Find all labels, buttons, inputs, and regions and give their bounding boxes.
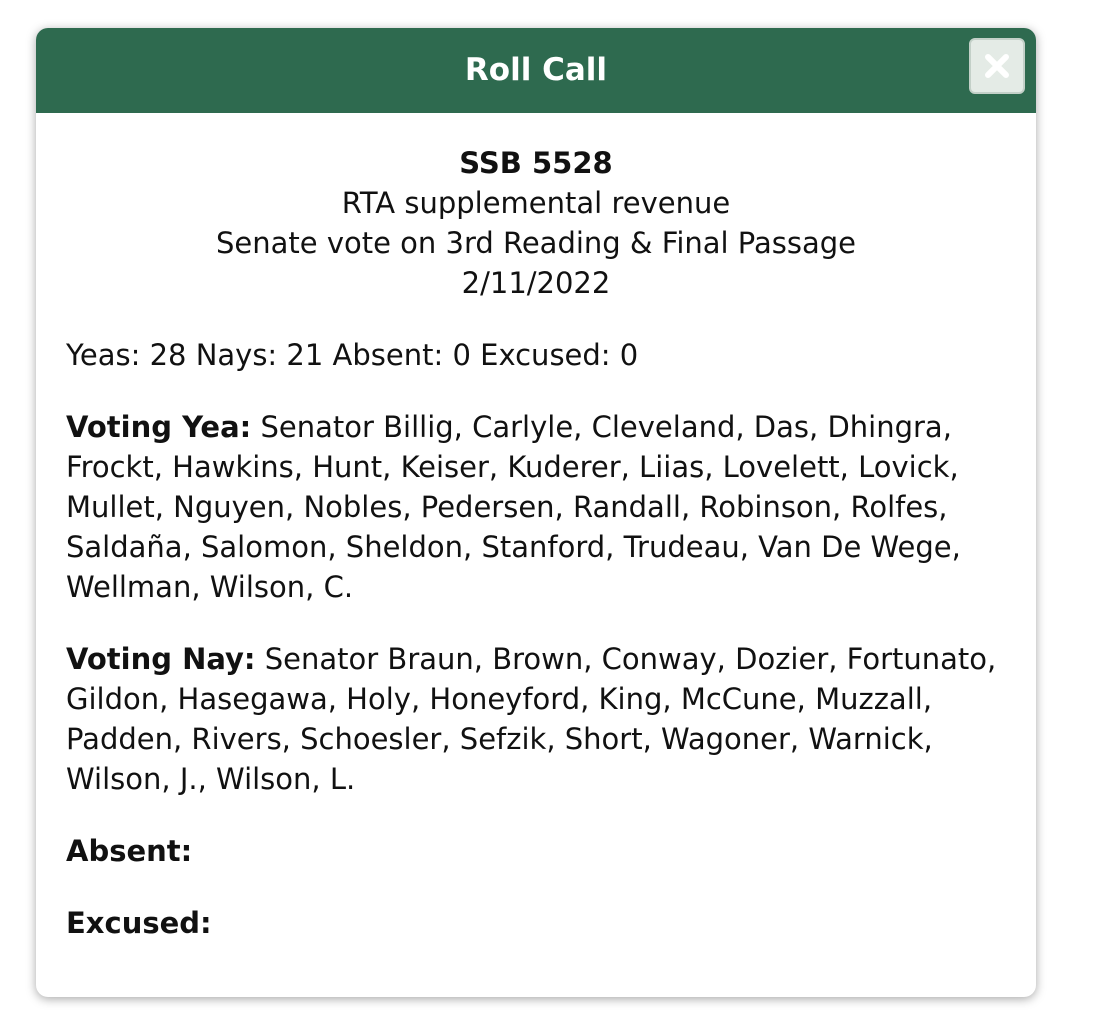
- vote-header: [66, 143, 1006, 303]
- voting-nay-section: [66, 639, 1006, 799]
- voting-yea-names: Senator Billig, Carlyle, Cleveland, Das, Dhingra, Frockt, Hawkins, Hunt, Keiser, Kuderer, Liias, Lovelett, Lovick, Mullet, Nguyen, Nobles, Pedersen, Randall, Robinson, Rolfes, Saldaña, Salomon, Sheldon, Stanford, Trudeau, Van De Wege, Wellman, Wilson, C.: [66, 410, 961, 604]
- voting-yea-label: Voting Yea:: [66, 410, 252, 444]
- vote-date: 2/11/2022: [461, 266, 611, 300]
- absent-label: Absent:: [66, 834, 193, 868]
- close-button[interactable]: [969, 38, 1025, 94]
- dialog-title: Roll Call: [464, 52, 608, 88]
- voting-yea-section: [66, 407, 1006, 607]
- bill-description: RTA supplemental revenue: [341, 186, 731, 220]
- voting-nay-label: Voting Nay:: [66, 642, 256, 676]
- roll-call-dialog: [36, 28, 1036, 997]
- close-icon: [984, 53, 1010, 79]
- excused-label: Excused:: [66, 906, 212, 940]
- absent-section: [66, 831, 1006, 871]
- dialog-content: [36, 113, 1036, 943]
- vote-action: Senate vote on 3rd Reading & Final Passage: [215, 226, 856, 260]
- dialog-titlebar: [36, 28, 1036, 113]
- vote-tally: Yeas: 28 Nays: 21 Absent: 0 Excused: 0: [66, 338, 639, 372]
- bill-number: SSB 5528: [459, 146, 613, 180]
- excused-section: [66, 903, 1006, 943]
- voting-nay-names: Senator Braun, Brown, Conway, Dozier, Fortunato, Gildon, Hasegawa, Holy, Honeyford, King, McCune, Muzzall, Padden, Rivers, Schoesler, Sefzik, Short, Wagoner, Warnick, Wilson, J., Wilson, L.: [66, 642, 997, 796]
